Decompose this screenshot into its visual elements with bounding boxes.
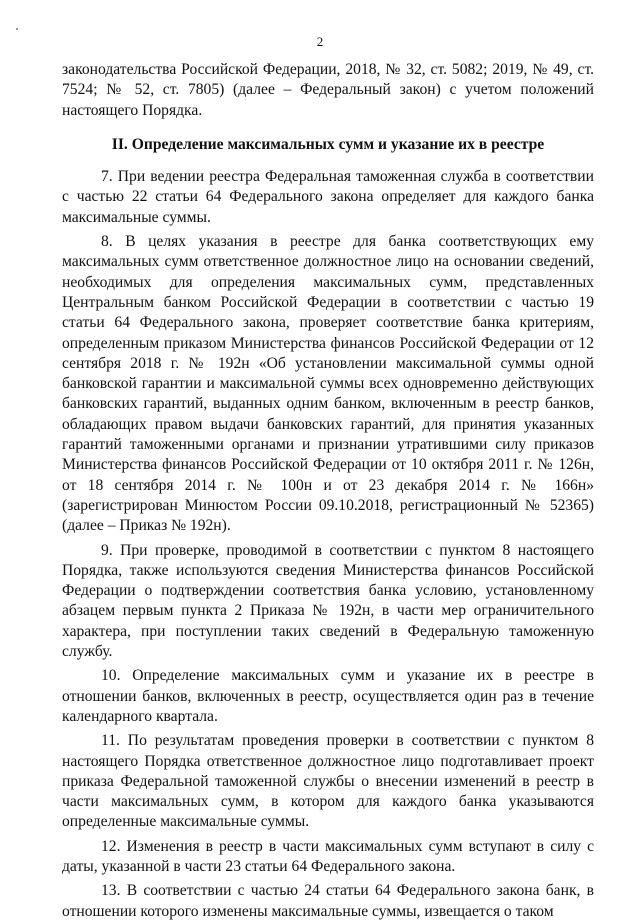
page-number: 2 [316, 34, 324, 49]
document-body [62, 60, 594, 922]
paragraph-7: 7. При ведении реестра Федеральная таможенная служба в соответствии с частью 22 статьи 64 Федерального закона определяет для каждого банка максимальные суммы. [62, 168, 594, 226]
paragraph-8: 8. В целях указания в реестре для банка соответствующих ему максимальных сумм ответственное должностное лицо на основании сведений, необходимых для определения максимальных сумм, представленных Центральным банком Российской Федерации в соответствии с частью 19 статьи 64 Федерального закона, проверяет соответствие банка критериям, определенным приказом Министерства финансов Российской Федерации от 12 сентября 2018 г. № 192н «Об установлении максимальной суммы одной банковской гарантии и максимальной суммы всех одновременно действующих банковских гарантий, выданных одним банком, включенным в реестр банков, обладающих правом выдачи банковских гарантий, для принятия указанных гарантий таможенными органами и признании утратившими силу приказов Министерства финансов Российской Федерации от 10 октября 2011 г. № 126н, от 18 сентября 2014 г. № 100н и от 23 декабря 2014 г. № 166н» (зарегистрирован Минюстом России 09.10.2018, регистрационный № 52365) (далее – Приказ № 192н). [62, 233, 594, 535]
paragraph-13: 13. В соответствии с частью 24 статьи 64 Федерального закона банк, в отношении которого изменены максимальные суммы, извещается о таком [62, 882, 594, 920]
paragraph-10: 10. Определение максимальных сумм и указание их в реестре в отношении банков, включенных в реестр, осуществляется один раз в течение календарного квартала. [62, 667, 594, 725]
scan-speck [16, 28, 18, 30]
paragraph-12: 12. Изменения в реестр в части максимальных сумм вступают в силу с даты, указанной в части 23 статьи 64 Федерального закона. [62, 837, 594, 875]
paragraph-9: 9. При проверке, проводимой в соответствии с пунктом 8 настоящего Порядка, также используются сведения Министерства финансов Российской Федерации о подтверждении соответствия банка условию, установленному абзацем первым пункта 2 Приказа № 192н, в части мер ограничительного характера, при поступлении таких сведений в Федеральную таможенную службу. [62, 541, 594, 661]
intro-paragraph: законодательства Российской Федерации, 2018, № 32, ст. 5082; 2019, № 49, ст. 7524; № 52, ст. 7805) (далее – Федеральный закон) с учетом положений настоящего Порядка. [62, 61, 594, 119]
section-heading: II. Определение максимальных сумм и указание их в реестре [111, 135, 545, 153]
paragraph-11: 11. По результатам проведения проверки в соответствии с пунктом 8 настоящего Порядка ответственное должностное лицо подготавливает проект приказа Федеральной таможенной службы о внесении изменений в реестр в части максимальных сумм, в котором для каждого банка указываются определенные максимальные суммы. [62, 732, 594, 831]
